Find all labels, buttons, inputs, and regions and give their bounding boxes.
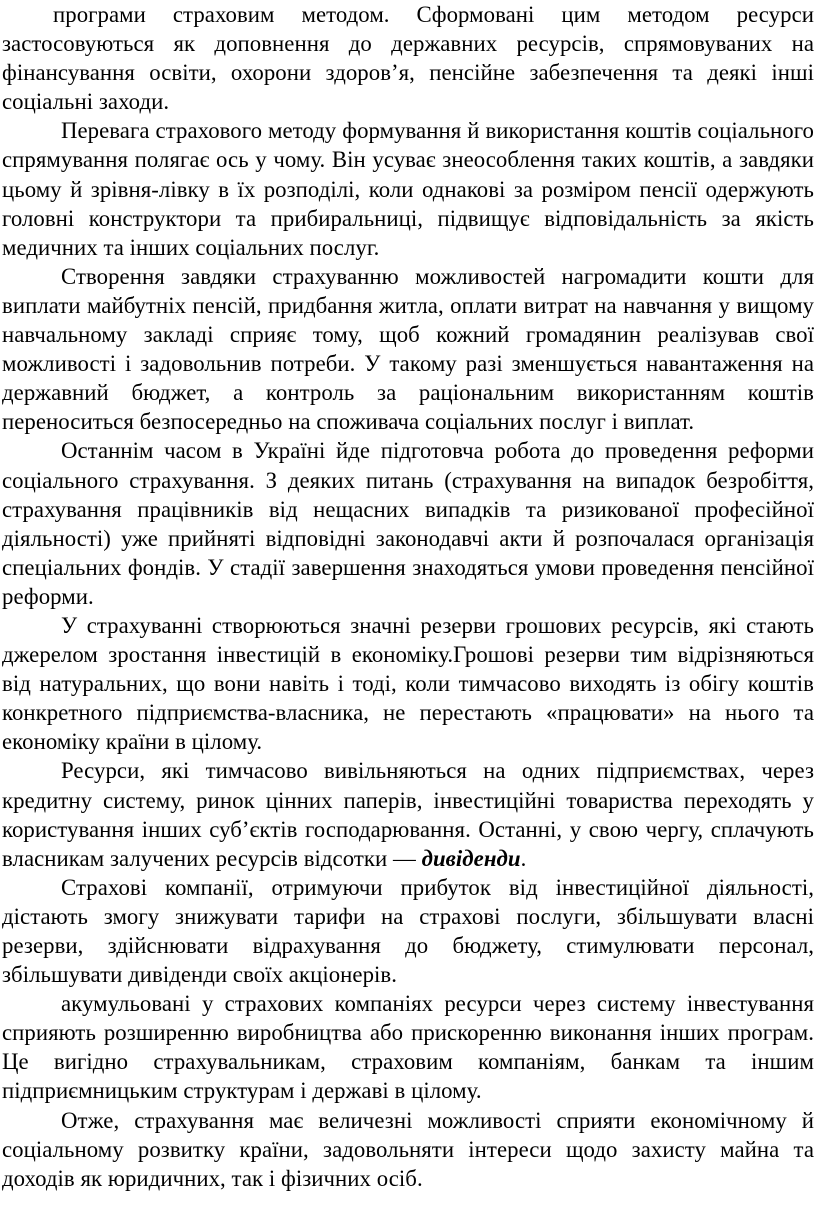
paragraph-7: Страхові компанії, отримуючи прибуток від інвестиційної діяльності, дістають змогу знижувати тарифи на страхові послуги, збільшувати власні резерви, здійснювати відрахування до бюджету, стимулювати персонал, збільшувати дивіденди своїх акціонерів.	[2, 874, 814, 988]
paragraph-1: програми страховим методом. Сформовані цим методом ресурси застосовуються як доповнення до державних ресурсів, спрямовуваних на фінансування освіти, охорони здоров’я, пенсійне забезпечення та деякі інші соціальні заходи.	[2, 2, 814, 115]
paragraph-9: Отже, страхування має величезні можливості сприяти економічному й соціальному розвитку країни, задовольняти інтереси щодо захисту майна та доходів як юридичних, так і фізичних осіб.	[2, 1107, 814, 1191]
paragraph-3: Створення завдяки страхуванню можливостей нагромадити кошти для виплати майбутніх пенсій, придбання житла, оплати витрат на навчання у вищому навчальному закладі сприяє тому, щоб кожний громадянин реалізував свої можливості і задовольнив потреби. У такому разі зменшується навантаження на державний бюджет, а контроль за раціональним використанням коштів переноситься безпосередньо на споживача соціальних послуг і виплат.	[2, 263, 814, 435]
paragraph-6	[2, 756, 814, 872]
paragraph-5: У страхуванні створюються значні резерви грошових ресурсів, які стають джерелом зростання інвестицій в економіку.Грошові резерви тим відрізняються від натуральних, що вони навіть і тоді, коли тимчасово виходять із обігу коштів конкретного підприємства-власника, не перестають «працювати» на нього та економіку країни в цілому.	[2, 612, 814, 755]
paragraph-4: Останнім часом в Україні йде підготовча робота до проведення реформи соціального страхування. З деяких питань (страхування на випадок безробіття, страхування працівників від нещасних випадків та ризикованої професійної діяльності) уже прийняті відповідні законодавчі акти й розпочалася організація спеціальних фондів. У стадії завершення знаходяться умови проведення пенсійної реформи.	[2, 438, 814, 609]
term-dividends: дивіденди	[421, 845, 521, 871]
paragraph-8: акумульовані у страхових компаніях ресурси через систему інвестування сприяють розширенню виробництва або прискоренню виконання інших програм. Це вигідно страхувальникам, страховим компаніям, банкам та іншим підприємницьким структурам і державі в цілому.	[2, 991, 814, 1104]
paragraph-6-text: Ресурси, які тимчасово вивільняються на одних підприємствах, через кредитну систему, ринок цінних паперів, інвестиційні товариства переходять у користування інших суб’єктів господарювання. Останні, у свою чергу, сплачують власникам залучених ресурсів відсотки —	[2, 758, 814, 871]
paragraph-6-end: .	[520, 845, 527, 871]
paragraph-2: Перевага страхового методу формування й використання коштів соціального спрямування полягає ось у чому. Він усуває знеособлення таких коштів, а завдяки цьому й зрівня-лівку в їх розподілі, коли однакові за розміром пенсії одержують головні конструктори та прибиральниці, підвищує відповідальність за якість медичних та інших соціальних послуг.	[2, 118, 814, 260]
